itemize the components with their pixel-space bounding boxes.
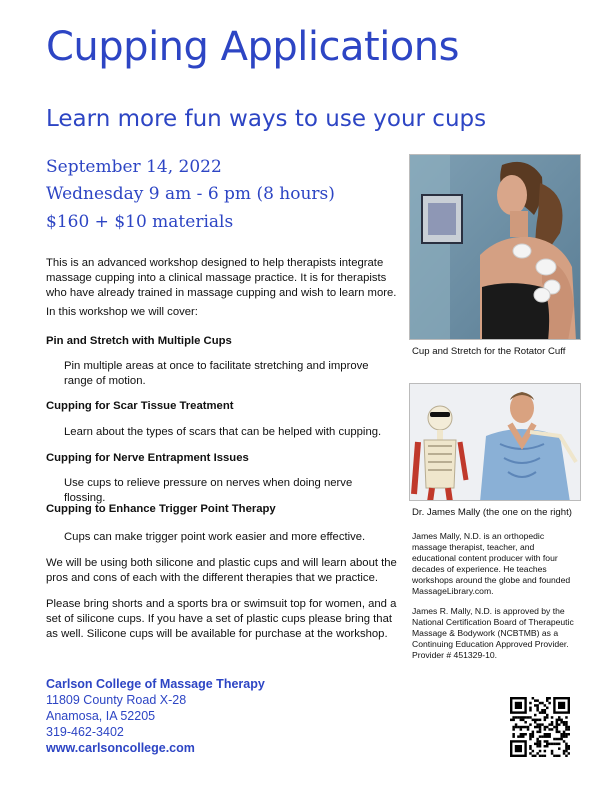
attire-note: Please bring shorts and a sports bra or swimsuit top for women, and a set of silicone cups. If you have a set of plastic cups please bring that as well. Silicone cups will be available for purchase at the workshop. (46, 598, 397, 640)
instructor-illustration (410, 384, 581, 501)
topic-heading: Cupping for Scar Tissue Treatment (46, 400, 234, 412)
topic-text: Use cups to relieve pressure on nerves when doing nerve flossing. (64, 477, 353, 504)
cover-intro: In this workshop we will cover: (46, 306, 198, 318)
page-title: Cupping Applications (46, 24, 459, 70)
topic-text: Cups can make trigger point work easier and more effective. (64, 531, 366, 543)
topic-heading: Cupping for Nerve Entrapment Issues (46, 452, 249, 464)
intro-paragraph: This is an advanced workshop designed to help therapists integrate massage cupping into a clinical massage practice. It is for therapists who have already trained in massage cupping and wish to learn more. (46, 257, 397, 299)
event-price: $160 + $10 materials (46, 212, 234, 232)
college-name: Carlson College of Massage Therapy (46, 677, 265, 691)
page-subtitle: Learn more fun ways to use your cups (46, 106, 487, 132)
topic-heading: Cupping to Enhance Trigger Point Therapy (46, 503, 276, 515)
top-photo-caption: Cup and Stretch for the Rotator Cuff (412, 346, 566, 357)
topic-text: Pin multiple areas at once to facilitate stretching and improve range of motion. (64, 360, 369, 387)
bottom-photo-caption: Dr. James Mally (the one on the right) (412, 507, 572, 518)
rotator-cuff-illustration (410, 155, 581, 340)
topic-text: Learn about the types of scars that can be helped with cupping. (64, 426, 382, 438)
approval-statement: James R. Mally, N.D. is approved by the National Certification Board of Therapeutic Massage & Bodywork (NCBTMB) as a Continuing Education Approved Provider. Provider # 451329-10. (412, 606, 574, 660)
event-time: Wednesday 9 am - 6 pm (8 hours) (46, 184, 335, 204)
rotator-cuff-photo (409, 154, 581, 340)
website-link[interactable]: www.carlsoncollege.com (46, 741, 195, 755)
address-line-2: Anamosa, IA 52205 (46, 709, 156, 723)
event-date: September 14, 2022 (46, 157, 222, 177)
phone-number: 319-462-3402 (46, 725, 124, 739)
address-line-1: 11809 County Road X-28 (46, 693, 187, 707)
topic-heading: Pin and Stretch with Multiple Cups (46, 335, 232, 347)
qr-code[interactable] (510, 697, 570, 757)
qr-code-icon (510, 697, 570, 757)
cups-note: We will be using both silicone and plastic cups and will learn about the pros and cons of each with the different therapies that we practice. (46, 557, 397, 584)
instructor-photo (409, 383, 581, 501)
instructor-bio: James Mally, N.D. is an orthopedic massage therapist, teacher, and educational content producer with four decades of experience. He teaches workshops around the globe and founded MassageLibrary.com. (412, 531, 571, 596)
